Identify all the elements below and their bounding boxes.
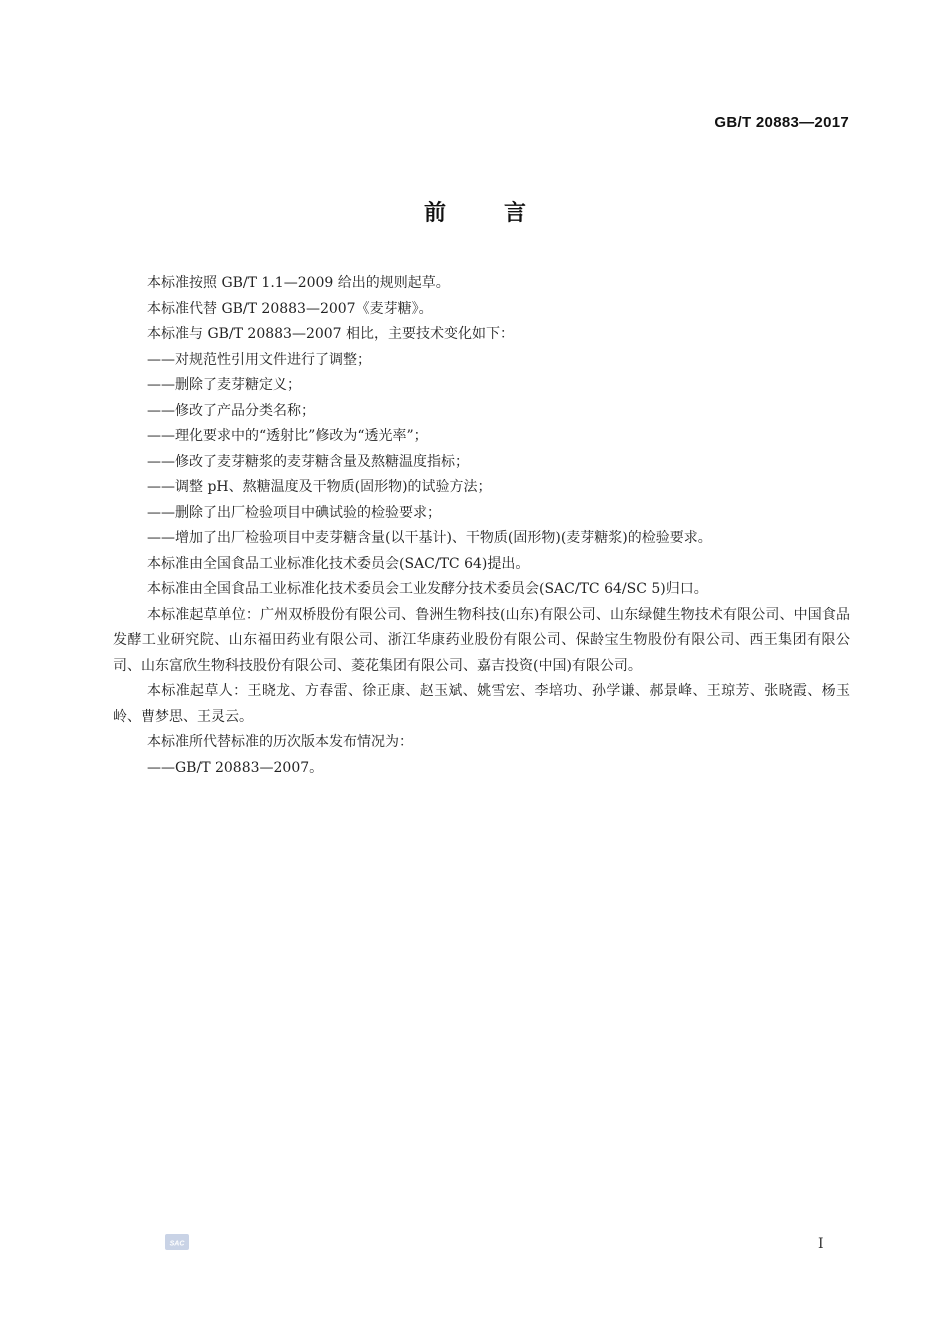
intro-paragraph: 本标准按照 GB/T 1.1—2009 给出的规则起草。 xyxy=(147,275,450,291)
change-item: ——对规范性引用文件进行了调整； xyxy=(147,351,371,368)
change-item: ——理化要求中的“透射比”修改为“透光率”； xyxy=(147,428,428,444)
preface-body xyxy=(113,271,850,781)
intro-paragraph: 本标准代替 GB/T 20883—2007《麦芽糖》。 xyxy=(147,300,433,317)
page-number: I xyxy=(818,1236,824,1252)
centralized-by-paragraph: 本标准由全国食品工业标准化技术委员会工业发酵分技术委员会(SAC/TC 64/SC 5)归口。 xyxy=(147,581,708,597)
sac-logo-icon xyxy=(164,1232,190,1252)
change-item: ——删除了麦芽糖定义； xyxy=(147,377,301,393)
change-item: ——修改了麦芽糖浆的麦芽糖含量及熬糖温度指标； xyxy=(147,453,469,470)
drafting-units-paragraph: 本标准起草单位：广州双桥股份有限公司、鲁洲生物科技(山东)有限公司、山东绿健生物技术有限公司、中国食品发酵工业研究院、山东福田药业有限公司、浙江华康药业股份有限公司、保龄宝生物股份有限公司、西王集团有限公司、山东富欣生物科技股份有限公司、菱花集团有限公司、嘉吉投资(中国)有限公司。 xyxy=(113,606,850,674)
page-title: 前言 xyxy=(423,201,584,226)
intro-paragraph: 本标准与 GB/T 20883—2007 相比，主要技术变化如下： xyxy=(147,326,515,342)
history-item: ——GB/T 20883—2007。 xyxy=(147,759,324,776)
change-item: ——删除了出厂检验项目中碘试验的检验要求； xyxy=(147,504,441,521)
change-item: ——增加了出厂检验项目中麦芽糖含量(以干基计)、干物质(固形物)(麦芽糖浆)的检验要求。 xyxy=(147,530,712,546)
proposed-by-paragraph: 本标准由全国食品工业标准化技术委员会(SAC/TC 64)提出。 xyxy=(147,555,530,572)
standard-code: GB/T 20883—2017 xyxy=(714,114,849,131)
drafters-paragraph: 本标准起草人：王晓龙、方春雷、徐正康、赵玉斌、姚雪宏、李培功、孙学谦、郝景峰、王琼芳、张晓霞、杨玉岭、曹梦思、王灵云。 xyxy=(113,683,850,725)
history-intro-paragraph: 本标准所代替标准的历次版本发布情况为： xyxy=(147,734,413,750)
change-item: ——调整 pH、熬糖温度及干物质(固形物)的试验方法； xyxy=(147,479,492,495)
change-item: ——修改了产品分类名称； xyxy=(147,402,315,419)
sac-logo-text: SAC xyxy=(169,1240,185,1248)
